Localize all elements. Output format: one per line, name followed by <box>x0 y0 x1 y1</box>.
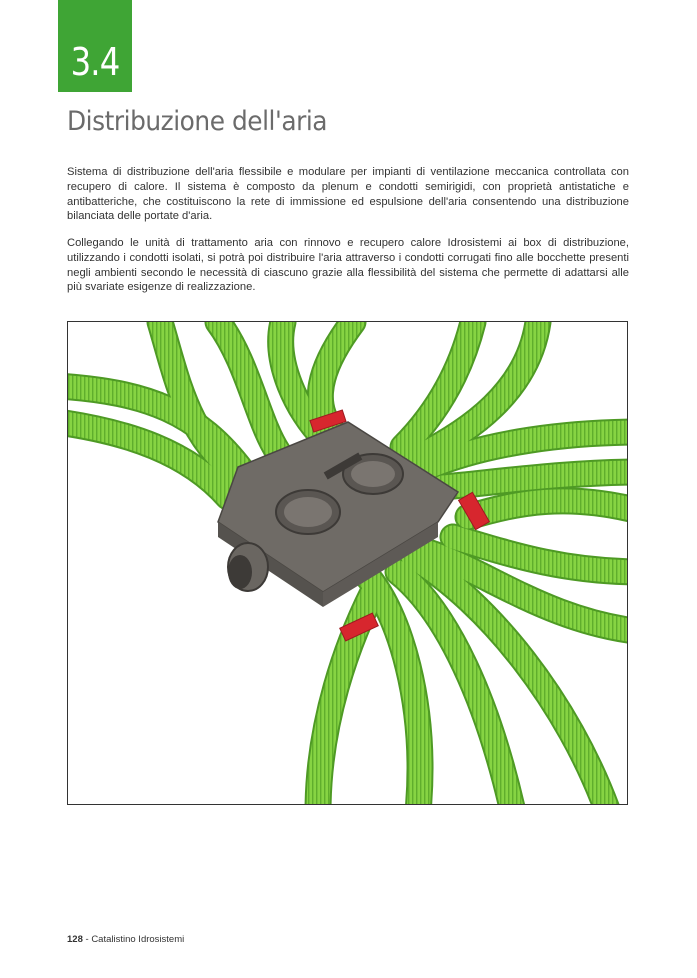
air-distribution-illustration <box>68 322 628 805</box>
intro-paragraph: Sistema di distribuzione dell'aria flessibile e modulare per impianti di ventilazione meccanica controllata con recupero di calore. Il sistema è composto da plenum e condotti semirigidi, con proprietà antistatiche e antibatteriche, che costituiscono la rete di immissione ed espulsione dell'aria consentendo una distribuzione bilanciata delle portate d'aria. <box>67 166 629 223</box>
footer-separator: - <box>82 934 92 945</box>
product-figure <box>67 321 628 805</box>
page-title: Distribuzione dell'aria <box>67 106 328 137</box>
description-paragraph: Collegando le unità di trattamento aria con rinnovo e recupero calore Idrosistemi ai box di distribuzione, utilizzando i condotti isolati, si potrà poi distribuire l'aria attraverso i condotti corrugati fino alle bocchette presenti negli ambienti secondo le necessità di ciascuno grazie alla flessibilità del sistema che permette di adattarsi alle più svariate esigenze di realizzazione. <box>67 237 629 294</box>
page-number: 128 <box>67 934 83 945</box>
catalog-name: Catalistino Idrosistemi <box>91 934 185 945</box>
page-footer <box>67 934 184 945</box>
section-number: 3.4 <box>70 40 120 84</box>
section-tab <box>58 0 132 92</box>
